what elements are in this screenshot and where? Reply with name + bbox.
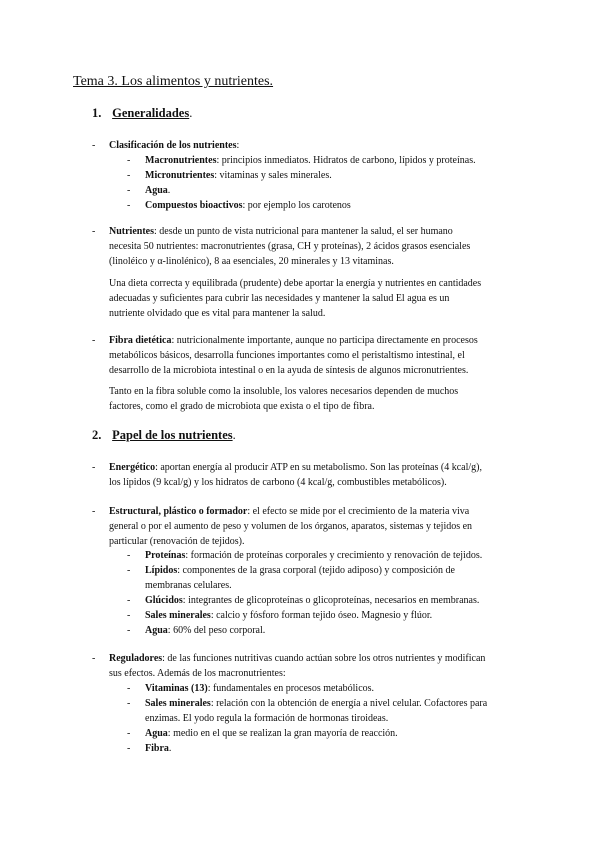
list-item	[145, 563, 527, 593]
estructural-paragraph	[109, 504, 527, 549]
text-line: adecuadas y suficientes para cubrir las necesidades y mantener la salud El agua es un	[109, 293, 450, 304]
list-item	[145, 183, 527, 198]
fibra-note	[109, 384, 527, 414]
bold-label: Micronutrientes	[145, 170, 215, 181]
text-line: los lípidos (9 kcal/g) y los hidratos de carbono (4 kcal/g, combustibles metabólicos).	[109, 477, 447, 488]
bullet-dash: -	[92, 226, 96, 237]
section-title: Papel de los nutrientes	[112, 428, 233, 442]
section-suffix: .	[189, 106, 193, 120]
bold-label: Proteínas	[145, 550, 186, 561]
text-line: .	[168, 743, 172, 754]
nutrientes-note	[109, 276, 527, 321]
text-line: : nutricionalmente importante, aunque no participa directamente en procesos	[171, 335, 478, 346]
text: .	[167, 185, 171, 196]
text-line: factores, como el grado de microbiota que exista o el tipo de fibra.	[109, 401, 375, 412]
nutrientes-paragraph	[109, 224, 527, 269]
bullet-dash: -	[92, 140, 96, 151]
bold-label: Estructural, plástico o formador	[109, 506, 248, 517]
section-heading-1	[92, 106, 192, 121]
text-line: particular (renovación de tejidos).	[109, 536, 245, 547]
sub-bullet-dash: -	[127, 610, 131, 621]
fibra-paragraph	[109, 333, 527, 378]
sub-bullet-dash: -	[127, 743, 131, 754]
text-line: Una dieta correcta y equilibrada (prudente) debe aportar la energía y nutrientes en cantidades	[109, 278, 482, 289]
text-line: : aportan energía al producir ATP en su metabolismo. Son las proteínas (4 kcal/g),	[155, 462, 482, 473]
bold-label: Macronutrientes	[145, 155, 217, 166]
bullet-dash: -	[92, 653, 96, 664]
sub-bullet-dash: -	[127, 565, 131, 576]
bold-label: Fibra dietética	[109, 335, 172, 346]
bold-label: Nutrientes	[109, 226, 154, 237]
section-number: 1.	[92, 106, 102, 120]
text-line: : medio en el que se realizan la gran mayoría de reacción.	[167, 728, 398, 739]
list-item	[145, 593, 527, 608]
text: : por ejemplo los carotenos	[242, 200, 351, 211]
text-line: : relación con la obtención de energía a nivel celular. Cofactores para	[210, 698, 488, 709]
list-item	[145, 548, 527, 563]
bold-label: Clasificación de los nutrientes	[109, 140, 237, 151]
bold-label: Agua	[145, 625, 168, 636]
text: : principios inmediatos. Hidratos de carbono, lípidos y proteínas.	[216, 155, 476, 166]
sub-bullet-dash: -	[127, 698, 131, 709]
text: : vitaminas y sales minerales.	[214, 170, 332, 181]
section-title: Generalidades	[112, 106, 190, 120]
text-line: : integrantes de glicoproteínas o glicoproteínas, necesarios en membranas.	[182, 595, 480, 606]
reguladores-paragraph	[109, 651, 527, 681]
section-heading-2	[92, 428, 236, 443]
text-line: : 60% del peso corporal.	[167, 625, 266, 636]
sub-bullet-dash: -	[127, 550, 131, 561]
list-item	[145, 623, 527, 638]
list-item	[145, 168, 527, 183]
list-item	[145, 681, 527, 696]
sub-bullet-dash: -	[127, 728, 131, 739]
list-item	[145, 608, 527, 623]
list-item	[145, 741, 527, 756]
text-line: enzimas. El yodo regula la formación de hormonas tiroideas.	[145, 713, 389, 724]
text-line: : el efecto se mide por el crecimiento de la materia viva	[247, 506, 470, 517]
sub-bullet-dash: -	[127, 595, 131, 606]
bold-label: Sales minerales	[145, 698, 211, 709]
text-line: (linoléico y α-linolénico), 8 aa esenciales, 20 minerales y 13 vitaminas.	[109, 256, 394, 267]
text-line: : de las funciones nutritivas cuando actúan sobre los otros nutrientes y modifican	[162, 653, 486, 664]
text-line: desarrollo de la microbiota intestinal o en la ayuda de síntesis de algunos micronutrientes.	[109, 365, 469, 376]
text-line: nutriente olvidado que es vital para mantener la salud.	[109, 308, 326, 319]
document-title: Tema 3. Los alimentos y nutrientes.	[73, 74, 274, 89]
sub-bullet-dash: -	[127, 683, 131, 694]
sub-bullet-dash: -	[127, 200, 131, 211]
section-suffix: .	[232, 428, 236, 442]
list-item	[145, 696, 527, 726]
list-item	[145, 198, 527, 213]
sub-bullet-dash: -	[127, 155, 131, 166]
text-line: membranas celulares.	[145, 580, 232, 591]
text-line: sus efectos. Además de los macronutrientes:	[109, 668, 286, 679]
text-line: metabólicos básicos, desarrolla funciones importantes como el peristaltismo intestinal, el	[109, 350, 465, 361]
text-line: general o por el aumento de peso y volumen de los órganos, aparatos, sistemas y tejidos en	[109, 521, 473, 532]
text-line: Tanto en la fibra soluble como la insoluble, los valores necesarios dependen de muchos	[109, 386, 459, 397]
bold-label: Sales minerales	[145, 610, 211, 621]
text-line: : desde un punto de vista nutricional para mantener la salud, el ser humano	[154, 226, 453, 237]
text-line: : fundamentales en procesos metabólicos.	[207, 683, 375, 694]
bullet-dash: -	[92, 462, 96, 473]
text-line: : formación de proteínas corporales y crecimiento y renovación de tejidos.	[185, 550, 483, 561]
bold-label: Fibra	[145, 743, 169, 754]
bold-label: Glúcidos	[145, 595, 183, 606]
bold-label: Lípidos	[145, 565, 178, 576]
list-item	[145, 726, 527, 741]
section-number: 2.	[92, 428, 102, 442]
text-line: necesita 50 nutrientes: macronutrientes (grasa, CH y proteínas), 2 ácidos grasos esenciales	[109, 241, 471, 252]
clasificacion-heading	[109, 138, 527, 153]
bold-label: Agua	[145, 728, 168, 739]
bold-label: Energético	[109, 462, 156, 473]
text-line: : componentes de la grasa corporal (tejido adiposo) y composición de	[177, 565, 455, 576]
bold-label: Reguladores	[109, 653, 163, 664]
energetico-paragraph	[109, 460, 527, 490]
text-line: : calcio y fósforo forman tejido óseo. Magnesio y flúor.	[210, 610, 433, 621]
list-item	[145, 153, 527, 168]
text: :	[236, 140, 240, 151]
bullet-dash: -	[92, 506, 96, 517]
sub-bullet-dash: -	[127, 185, 131, 196]
sub-bullet-dash: -	[127, 170, 131, 181]
sub-bullet-dash: -	[127, 625, 131, 636]
bold-label: Vitaminas (13)	[145, 683, 208, 694]
bullet-dash: -	[92, 335, 96, 346]
bold-label: Agua	[145, 185, 168, 196]
bold-label: Compuestos bioactivos	[145, 200, 243, 211]
